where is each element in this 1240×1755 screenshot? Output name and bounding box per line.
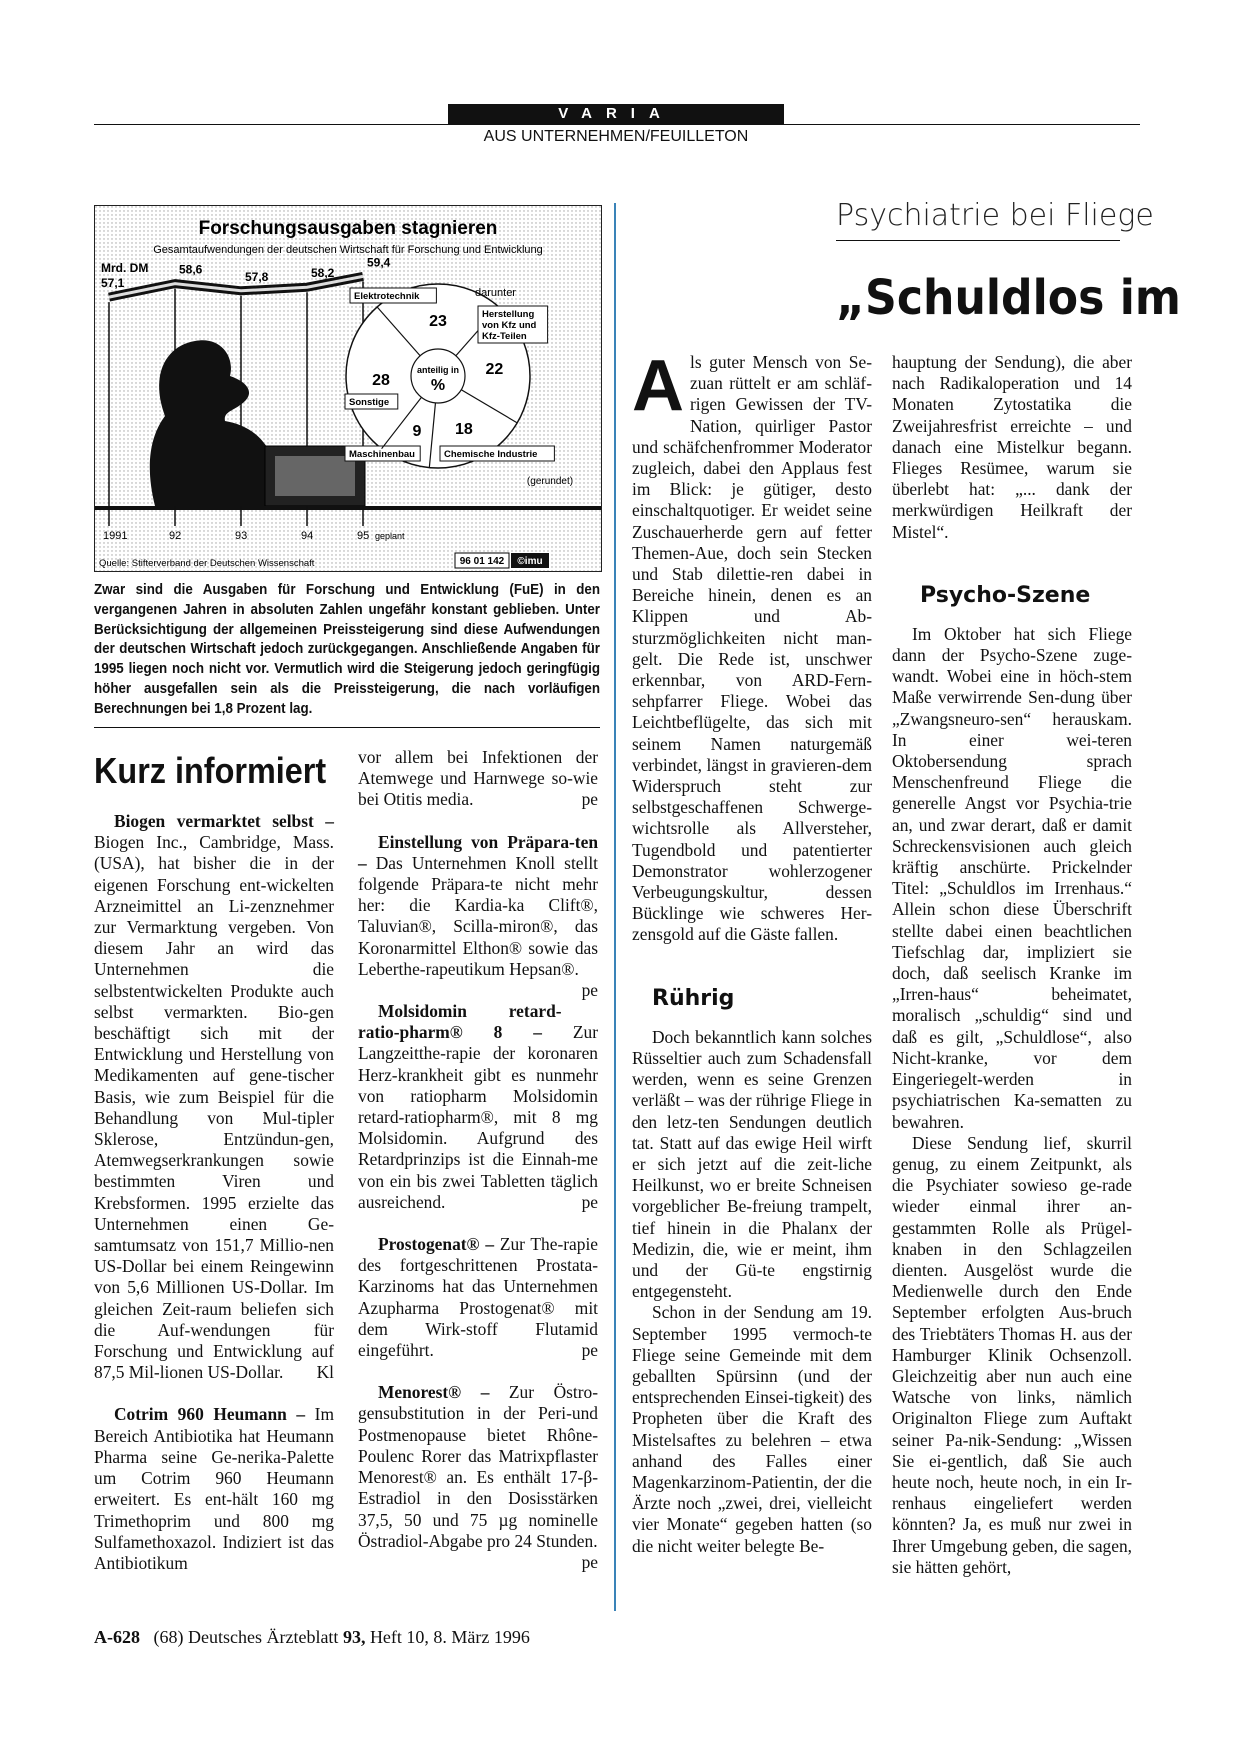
pie-slice-label: Maschinenbau bbox=[349, 449, 415, 460]
news-item-molsidomin bbox=[358, 1001, 598, 1213]
pie-slice-label: Elektrotechnik bbox=[354, 291, 420, 302]
pie-slice-label: Herstellung bbox=[482, 309, 535, 320]
chart-svg bbox=[95, 206, 601, 571]
chart-credit: ©imu bbox=[517, 556, 543, 567]
news-lead: Cotrim 960 Heumann – bbox=[114, 1404, 306, 1425]
column-divider bbox=[614, 203, 616, 1611]
data-label: 58,6 bbox=[179, 262, 203, 277]
x-tick-label: 94 bbox=[301, 530, 314, 542]
news-body: Zur Östro-gensubstitution in der Peri-und Postmenopause bietet Rhône-Poulenc Rorer das Matrixpflaster Menorest® an. Es enthält 17-β-Estradiol in den Dosisstärken 37,5, 50 und 75 µg nominelle Östradiol-Abgabe pro 24 Stunden. bbox=[358, 1382, 599, 1551]
drop-cap: A bbox=[632, 346, 684, 426]
x-tick-label: 92 bbox=[169, 530, 182, 542]
x-tick-label: 93 bbox=[235, 530, 248, 542]
article-column-1 bbox=[632, 346, 872, 1557]
pie-slice-value: 9 bbox=[412, 423, 422, 441]
x-tick-label: 1991 bbox=[103, 530, 128, 542]
news-item-knoll bbox=[358, 831, 598, 1001]
author-initials: pe bbox=[581, 789, 598, 810]
chart-figure bbox=[94, 205, 602, 572]
pie-slice-label: Kfz-Teilen bbox=[482, 331, 527, 342]
article-text: ls guter Mensch von Se-zuan rüttelt er am schläf-rigen Gewissen der TV-Nation, quirliger Pastor und schäfchenfrommer Moderator zugleich, dabei den Applaus fest im Blick: je gütiger, desto einschaltquotiger. Er weidet seine Zuschauerherde gern auf fetter Themen-Aue, doch sein Stecken und Stab dilettie-ren dabei in Bereiche hinein, denen es an Klippen und Ab-sturzmöglichkeiten nicht man-gelt. Die Rede ist, unschwer erkennbar, von ARD-Fern-sehpfarrer Fliege. Wobei das Leichtbeflügelte, das sich mit seinem Namen naturgemäß verbindet, längst in gravieren-dem Widerspruch steht zur selbstgeschaffenen Schwerge-wichtsrolle als Allversteher, Tugendbold und patentierter Demonstrator wohlerzogener Verbeugungskultur, dessen Bücklinge wie schweres Her-zensgold auf die Gäste fallen. bbox=[632, 352, 872, 945]
issue-date: Heft 10, 8. März 1996 bbox=[365, 1627, 530, 1647]
author-initials: pe bbox=[581, 980, 598, 1001]
pie-heading: darunter bbox=[475, 287, 516, 299]
pie-center bbox=[411, 349, 465, 403]
author-initials: pe bbox=[581, 1340, 598, 1361]
article-kicker: Psychiatrie bei Fliege bbox=[836, 198, 1154, 233]
kurz-column-2 bbox=[358, 747, 598, 1573]
kurz-column-1 bbox=[94, 811, 334, 1574]
article-paragraph bbox=[632, 346, 872, 946]
chart-caption: Zwar sind die Ausgaben für Forschung und Entwicklung (FuE) in den vergangenen Jahren in absoluten Zahlen ungefähr konstant geblieben. Unter Berücksichtigung der allgemeinen Preissteigerung sind diese Aufwendungen der deutschen Wirtschaft jedoch zurückgegangen. Anschließende Angaben für 1995 liegen noch nicht vor. Vermutlich wird die Steigerung jedoch geringfügig höher ausgefallen sein als die Preissteigerung, die nach vorläufigen Berechnungen bei 1,8 Prozent lag. bbox=[94, 581, 600, 717]
section-subtitle: AUS UNTERNEHMEN/FEUILLETON bbox=[483, 128, 749, 145]
author-initials: pe bbox=[581, 1191, 598, 1212]
article-subhead: Rührig bbox=[652, 985, 735, 1011]
volume-number: 93, bbox=[342, 1627, 366, 1647]
chart-code: 96 01 142 bbox=[459, 556, 505, 567]
author-initials: pe bbox=[581, 1551, 598, 1572]
author-initials: Kl bbox=[316, 1362, 334, 1383]
data-label: 59,4 bbox=[367, 255, 391, 270]
pie-slice-value: 22 bbox=[485, 361, 504, 379]
header-rule bbox=[94, 124, 1140, 125]
news-body: Zur Langzeitthe-rapie der koronaren Herz-krankheit gibt es nunmehr von ratiopharm Molsidomin retard-ratiopharm®, mit 8 mg Molsidomin. Aufgrund des Retardprinzips ist die Einnah-me von ein bis zwei Tabletten täglich ausreichend. bbox=[358, 1022, 598, 1212]
pie-slice-value: 28 bbox=[372, 371, 390, 389]
pie-slice-value: 18 bbox=[454, 420, 473, 438]
pie-note: (gerundet) bbox=[526, 476, 574, 487]
news-body: Zur The-rapie des fortgeschrittenen Prostata-Karzinoms hat das Unternehmen Azupharma Prostogenat® mit dem Wirk-stoff Flutamid eingeführt. bbox=[358, 1234, 598, 1361]
news-lead: Menorest® – bbox=[378, 1382, 490, 1403]
article-subhead: Psycho-Szene bbox=[920, 582, 1091, 608]
chart-title: Forschungsausgaben stagnieren bbox=[198, 218, 498, 239]
news-body: Im Bereich Antibiotika hat Heumann Pharma seine Ge-nerika-Palette um Cotrim 960 Heumann erweitert. Es ent-hält 160 mg Trimethoprim und 800 mg Sulfamethoxazol. Indiziert ist das Antibiotikum bbox=[94, 1404, 334, 1573]
article-paragraph: hauptung der Sendung), die aber nach Radikaloperation und 14 Monaten Zytostatika die Zweijahresfrist erreichte – und danach eine Mistelkur begann. Flieges Resümee, warum sie überlebt hat: „... dank der merkwürdigen Heilkraft der Mistel“. bbox=[892, 352, 1132, 542]
pie-slice-label: von Kfz und bbox=[482, 320, 537, 331]
chart-subtitle: Gesamtaufwendungen der deutschen Wirtschaft für Forschung und Entwicklung bbox=[153, 244, 543, 256]
chart-ylabel: Mrd. DM bbox=[101, 261, 149, 275]
x-tick-note: geplant bbox=[375, 531, 405, 541]
section-label: VARIA bbox=[448, 104, 784, 124]
news-item-prostogenat bbox=[358, 1234, 598, 1361]
pie-slice-value: 23 bbox=[429, 312, 447, 330]
article-column-2 bbox=[892, 352, 1132, 1578]
news-item-cotrim bbox=[94, 1404, 334, 1574]
news-lead: Molsidomin retard-ratio-pharm® 8 – bbox=[358, 1001, 562, 1043]
news-body: Das Unternehmen Knoll stellt folgende Präpara-te nicht mehr her: die Kardia-ka Clift®, Taluvian®, Scilla-miron®, das Koronarmittel Elthon® sowie das Leberthe-rapeutikum Hepsan®. bbox=[358, 852, 598, 979]
news-lead: Einstellung von Präpara-ten – bbox=[358, 831, 598, 873]
news-body: Biogen Inc., Cambridge, Mass. (USA), hat bisher die in der eigenen Forschung ent-wickelten Arzneimittel an Li-zenznehmer zur Vermarktung vergeben. Von diesem Jahr an wird das Unternehmen die selbstentwickelten Produkte auch selbst vermarkten. Bio-gen beschäftigt sich mit der Entwicklung und Herstellung von Medikamenten auf gene-tischer Basis, wie zum Beispiel für die Behandlung von Mul-tipler Sklerose, Entzündun-gen, Atemwegserkrankungen sowie bestimmten Viren und Krebsformen. 1995 erzielte das Unternehmen einen Ge-samtumsatz von 151,7 Millio-nen US-Dollar bei einem Reingewinn von 5,6 Millionen US-Dollar. Im gleichen Zeit-raum beliefen sich die Auf-wendungen für Forschung und Entwicklung auf 87,5 Mil-lionen US-Dollar. bbox=[94, 832, 334, 1383]
issue-info: (68) Deutsches Ärzteblatt bbox=[153, 1627, 343, 1647]
article-paragraph: Im Oktober hat sich Fliege dann der Psycho-Szene zuge-wandt. Wobei eine in höch-stem Maße verwirrende Sen-dung über „Zwangsneuro-sen“ herauskam. In einer wei-teren Oktobersendung sprach Menschenfreund Fliege die generelle Angst vor Psychia-trie an, und zwar derart, daß er damit Schreckensvisionen auch gleich kräftig anschürte. Prickelnder Titel: „Schuldlos im Irrenhaus.“ Allein schon diese Überschrift stellte dabei einen beachtlichen Tiefschlag dar, impliziert sie doch, daß seelisch Kranke im „Irren-haus“ beheimatet, moralisch „schuldig“ sind und daß es gilt, „Schuldlose“, also Nicht-kranke, vor dem Eingeriegelt-werden in psychiatrischen Ka-sematten zu bewahren. bbox=[892, 623, 1132, 1132]
pie-center-label: anteilig in bbox=[416, 365, 460, 375]
chart-source: Quelle: Stifterverband der Deutschen Wissenschaft bbox=[99, 558, 315, 569]
news-body: vor allem bei Infektionen der Atemwege und Harnwege so-wie bei Otitis media. bbox=[358, 747, 598, 810]
x-axis-bar bbox=[95, 506, 601, 510]
page-number: A-628 bbox=[94, 1627, 140, 1647]
news-lead: Prostogenat® – bbox=[378, 1234, 495, 1255]
news-lead: Biogen vermarktet selbst – bbox=[114, 811, 334, 831]
x-tick-label: 95 bbox=[357, 530, 370, 542]
news-item-biogen bbox=[94, 811, 334, 1383]
pie-center-unit: % bbox=[430, 377, 446, 394]
article-paragraph: Doch bekanntlich kann solches Rüsseltier auch zum Schadensfall werden, wenn es seine Grenzen verläßt – was der rührige Fliege in den letz-ten Sendungen deutlich tat. Statt auf das ewige Heil wirft er sich jetzt auf die zeit-liche Heilkunst, wo er breite Schneisen vorgeblicher Be-freiung trampelt, tief hinein in die Phalanx der Medizin, die, wie er meint, ihm und der Gü-te engstirnig entgegensteht. bbox=[632, 1026, 872, 1302]
kurz-informiert-title: Kurz informiert bbox=[94, 750, 327, 791]
data-label: 57,8 bbox=[245, 269, 269, 284]
pie-slice-label: Chemische Industrie bbox=[444, 449, 538, 460]
article-headline: „Schuldlos im bbox=[836, 270, 1181, 326]
article-paragraph: Diese Sendung lief, skurril genug, zu einem Zeitpunkt, als die Psychiater sowieso ge-rade wieder einmal ihrer an-gestammten Rolle als Prügel-knaben in den Schlagzeilen dienten. Ausgelöst wurde die Medienwelle durch den Ende September erfolgten Aus-bruch des Triebtäters Thomas H. aus der Hamburger Klinik Ochsenzoll. Gleichzeitig aber nun auch eine Watsche von links, nämlich Originalton Fliege zum Auftakt seiner Pa-nik-Sendung: „Wissen Sie ei-gentlich, daß Sie auch heute noch, heute noch, in ein Ir-renhaus eingeliefert werden könnten? Ja, es muß nur zwei in Ihrer Umgebung geben, die sagen, sie hätten gehört, bbox=[892, 1132, 1132, 1577]
news-item-menorest bbox=[358, 1382, 599, 1572]
data-label: 57,1 bbox=[101, 276, 125, 291]
pie-slice-label: Sonstige bbox=[349, 397, 390, 408]
page-footer bbox=[94, 1627, 530, 1648]
data-label: 58,2 bbox=[311, 266, 335, 281]
news-item-cotrim-cont bbox=[358, 747, 598, 811]
kicker-rule bbox=[836, 240, 1120, 241]
caption-rule bbox=[94, 727, 600, 728]
article-paragraph: Schon in der Sendung am 19. September 1995 vermoch-te Fliege seine Gemeinde mit dem geballten Spürsinn (und der entsprechenden Einsei-tigkeit) des Propheten über die Kraft des Mistelsaftes zu belehren – etwa anhand des Falles einer Magenkarzinom-Patientin, der die Ärzte noch „zwei, drei, vielleicht vier Monate“ gegeben hatten (so die nicht weiter belegte Be- bbox=[632, 1302, 872, 1556]
